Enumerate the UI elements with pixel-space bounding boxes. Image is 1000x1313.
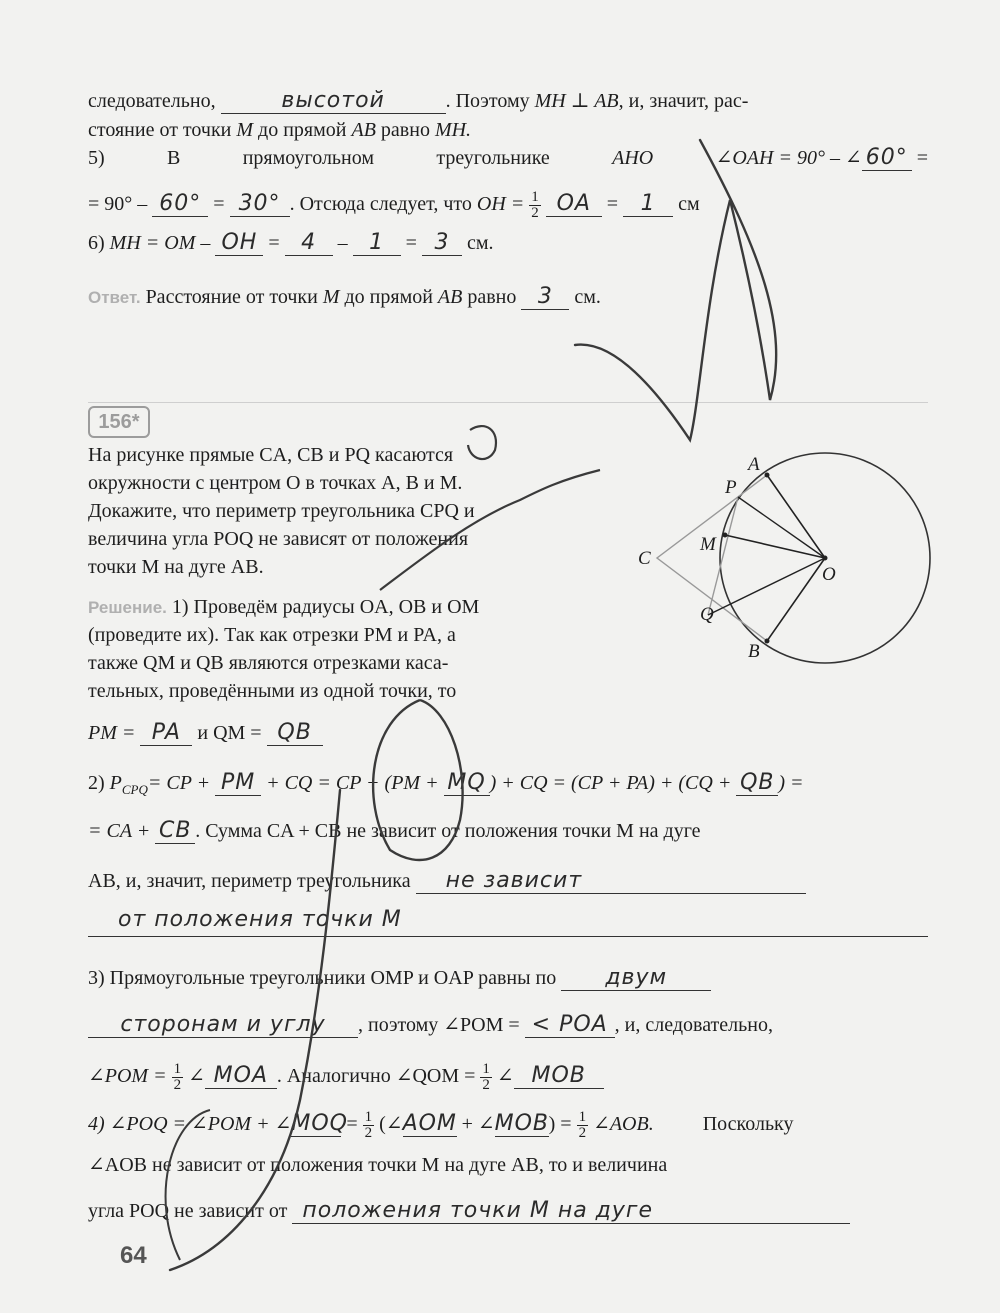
handwritten-answer: CB (155, 819, 195, 844)
formula: AB (351, 119, 376, 141)
text: , и, следовательно, (614, 1014, 773, 1036)
handwritten-answer: MOB (514, 1064, 604, 1089)
handwritten-answer: 1 (353, 231, 401, 256)
text: (проведите их). Так как отрезки PM и PA, а (88, 624, 456, 646)
scribble-stroke (380, 470, 600, 590)
formula: = CA + (88, 820, 151, 842)
formula: M (236, 119, 254, 141)
handwritten-answer: 60° (152, 192, 208, 217)
formula: ) = (778, 772, 804, 794)
formula: ∠POM = (88, 1065, 167, 1088)
text: 5) (88, 147, 105, 169)
formula: PM = (88, 722, 136, 744)
text: = (405, 232, 417, 254)
label-o: O (822, 564, 836, 585)
text: и QM = (197, 722, 262, 744)
text: до прямой (344, 286, 433, 308)
formula: AHO (612, 147, 654, 169)
numerator: 1 (173, 1061, 182, 1077)
formula: MH. (434, 119, 472, 141)
formula: MH = OM – (109, 232, 211, 254)
label-q: Q (700, 604, 714, 625)
handwritten-answer: 60° (862, 146, 912, 171)
text: = (268, 232, 280, 254)
text: – (337, 232, 348, 254)
text: прямоугольном (242, 147, 375, 169)
handwritten-answer: сторонам и углу (88, 1013, 358, 1038)
scribble-stroke (170, 790, 348, 1270)
text: . Отсюда следует, что (289, 193, 472, 216)
subscript: CPQ (121, 782, 148, 797)
handwritten-answer: 1 (623, 192, 673, 217)
handwritten-answer: AOM (402, 1111, 457, 1137)
text: окружности с центром O в точках A, B и M. (88, 472, 463, 494)
numerator: 1 (531, 189, 539, 205)
formula: ) = (548, 1113, 572, 1136)
text: до прямой (258, 119, 347, 141)
text: равно (380, 119, 430, 141)
text: AB, и, значит, периметр треугольника (88, 870, 411, 892)
handwritten-answer: не зависит (416, 869, 806, 894)
task-number-badge: 156* (88, 406, 150, 438)
text: также QM и QB являются отрезками каса- (88, 652, 449, 674)
text: Расстояние от точки (145, 286, 318, 308)
text: см (678, 193, 700, 216)
handwritten-answer: от положения точки M (118, 907, 402, 932)
text: На рисунке прямые CA, CB и PQ касаются (88, 444, 454, 466)
numerator: 1 (482, 1061, 490, 1077)
handwritten-answer: двум (561, 966, 711, 991)
denominator: 2 (482, 1077, 490, 1093)
formula: AB (437, 286, 463, 308)
formula: = CP + (147, 772, 211, 794)
handwritten-answer: QB (267, 721, 323, 746)
formula: + ∠ (461, 1113, 495, 1136)
handwritten-answer: PM (215, 771, 261, 796)
handwritten-answer: 4 (285, 231, 333, 256)
handwritten-answer: MOQ (291, 1111, 348, 1137)
formula: ) + CQ = (CP + PA) + (CQ + (489, 772, 732, 794)
label-c: C (638, 548, 651, 569)
text: см. (574, 286, 601, 308)
numerator: 1 (364, 1109, 373, 1125)
scribble-stroke (166, 1110, 210, 1260)
text: ∠AOB не зависит от положения точки M на дуге AB, то и величина (88, 1154, 668, 1176)
scribble-stroke (575, 140, 776, 440)
text: = (346, 1113, 358, 1136)
text: стояние от точки (88, 119, 232, 141)
text: 6) (88, 232, 105, 254)
text: треугольнике (436, 147, 550, 169)
handwritten-answer: OH (215, 231, 263, 256)
formula: MH ⊥ AB (534, 90, 619, 112)
label-m: M (700, 534, 716, 555)
text: = (916, 147, 928, 169)
handwritten-answer: высотой (221, 89, 446, 114)
text: = 90° – (88, 193, 148, 216)
text: Поскольку (702, 1113, 794, 1136)
denominator: 2 (364, 1125, 373, 1141)
text: = (213, 193, 225, 216)
answer-label: Ответ. (88, 288, 141, 307)
handwritten-answer: MOA (205, 1064, 277, 1089)
handwritten-answer: PA (140, 721, 192, 746)
handwritten-answer: 30° (230, 192, 290, 217)
page-number: 64 (120, 1242, 147, 1269)
handwritten-answer: 3 (521, 285, 569, 310)
label-b: B (748, 641, 760, 662)
handwritten-answer: < POA (525, 1013, 615, 1038)
handwritten-answer: MQ (444, 771, 490, 796)
denominator: 2 (531, 205, 539, 221)
text: точки M на дуге AB. (88, 556, 264, 578)
formula: OH = (476, 193, 525, 216)
text: . Сумма CA + CB не зависит от положения точки M на дуге (195, 820, 701, 842)
handwritten-answer: MOB (494, 1111, 549, 1137)
text: 3) Прямоугольные треугольники OMP и OAP равны по (88, 967, 557, 989)
scribble-stroke (468, 426, 496, 459)
denominator: 2 (173, 1077, 182, 1093)
text: , поэтому ∠POM = (358, 1014, 520, 1036)
text: см. (466, 232, 494, 254)
denominator: 2 (578, 1125, 587, 1141)
text: 1) Проведём радиусы OA, OB и OM (171, 596, 480, 618)
formula: (∠ (379, 1113, 403, 1136)
formula: ∠ (496, 1065, 514, 1088)
label-p: P (725, 477, 737, 498)
handwritten-answer: OA (546, 192, 602, 217)
text: В (167, 147, 181, 169)
text: Докажите, что периметр треугольника CPQ и (88, 500, 475, 522)
text: угла POQ не зависит от (88, 1200, 288, 1222)
handwritten-answer: 3 (422, 231, 462, 256)
formula: P (109, 772, 122, 794)
text: , и, значит, рас- (618, 90, 749, 112)
text: . Аналогично ∠QOM = (276, 1065, 476, 1088)
text: 2) (88, 772, 105, 794)
solution-label: Решение. (88, 598, 167, 617)
formula: + CQ = CP + (PM + (266, 772, 439, 794)
text: равно (467, 286, 517, 308)
formula: ∠OAH = 90° – ∠ (715, 147, 862, 169)
text: = (606, 193, 619, 216)
handwritten-answer: положения точки M на дуге (292, 1199, 850, 1224)
formula: ∠AOB. (593, 1113, 654, 1136)
scribble-stroke (373, 700, 462, 860)
formula: ∠ (188, 1065, 205, 1088)
text: . Поэтому (445, 90, 530, 112)
formula: M (322, 286, 340, 308)
numerator: 1 (578, 1109, 587, 1125)
text: тельных, проведёнными из одной точки, то (88, 680, 457, 702)
text: величина угла POQ не зависят от положения (88, 528, 469, 550)
label-a: A (748, 454, 760, 475)
text: следовательно, (88, 90, 216, 112)
formula: 4) ∠POQ = ∠POM + ∠ (88, 1113, 292, 1136)
handwritten-answer: QB (736, 771, 778, 796)
